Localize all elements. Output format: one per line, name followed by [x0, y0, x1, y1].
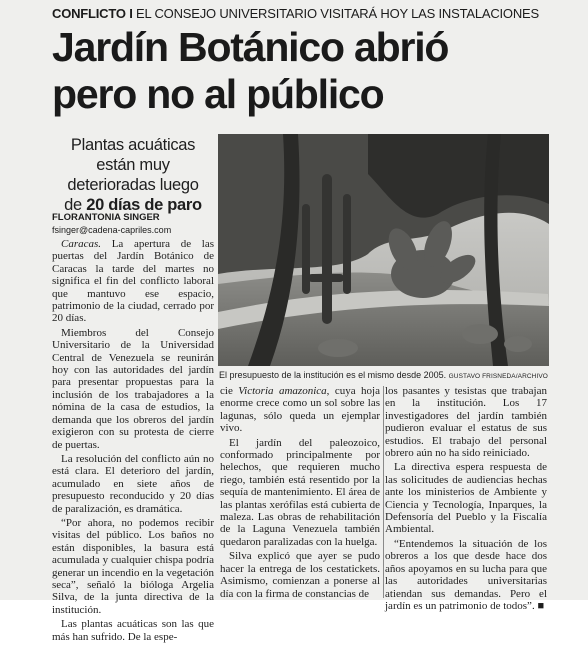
- paragraph-text: cie: [220, 385, 239, 397]
- article-column-2: [220, 385, 380, 602]
- paragraph: [220, 385, 380, 435]
- kicker-section: CONFLICTO I: [52, 6, 133, 21]
- paragraph-text: , cuya hoja enorme crece como un sol sobre las lagunas, sólo queda un ejemplar vivo.: [220, 385, 380, 435]
- deck-line-1: Plantas acuáticas: [70, 136, 196, 154]
- paragraph-text: La apertura de las puertas del Jardín Botánico de Caracas la tarde del martes no significa el fin del conflicto laboral que mantuvo ese espacio, patrimonio de la ciudad, cerrado por 20 días.: [52, 238, 214, 325]
- deck-line-4: de: [64, 196, 87, 214]
- deck-line-4-bold: 20 días de paro: [86, 196, 202, 214]
- deck-line-2: están muy: [96, 156, 170, 174]
- paragraph: los pasantes y tesistas que trabajan en la institución. Los 17 investigadores del jardín también pudieron evaluar el estatus de sus estudios. El trabajo del personal obrero aún no ha sido reiniciado.: [385, 385, 547, 460]
- photo-caption: El presupuesto de la institución es el mismo desde 2005.: [219, 370, 447, 380]
- headline: [52, 24, 472, 118]
- deck-subheadline: [52, 135, 214, 215]
- column-divider: [383, 386, 384, 598]
- paragraph: Silva explicó que ayer se pudo hacer la entrega de los cestatickets. Asimismo, comienzan a ponerse al día con la firma de constancias de: [220, 550, 380, 600]
- paragraph-text: “Entendemos la situación de los obreros a los que desde hace dos años apoyamos en su lucha para que las autoridades universitarias atiendan sus demandas. Pero el jardín es un patrimonio de todos”.: [385, 537, 547, 612]
- paragraph: La directiva espera respuesta de las solicitudes de audiencias hechas ante los ministerios de Ambiente y Ciencia y Tecnología, Inparques, la Defensoría del Pueblo y la Fiscalía Ambiental.: [385, 461, 547, 536]
- article-column-3: [385, 385, 547, 614]
- byline-name: FLORANTONIA SINGER: [52, 212, 160, 223]
- byline-email: fsinger@cadena-capriles.com: [52, 225, 172, 235]
- species-name: Victoria amazonica: [238, 385, 327, 397]
- paragraph: La resolución del conflicto aún no está clara. El deterioro del jardín, acumulado en siete años de presupuesto reconducido y 20 días de paralización, es dramática.: [52, 452, 214, 515]
- paragraph: [52, 238, 214, 325]
- paragraph: [385, 538, 547, 612]
- paragraph: Las plantas acuáticas son las que más han sufrido. De la espe-: [52, 618, 214, 643]
- headline-line-2: pero no al público: [52, 71, 384, 117]
- paragraph: Miembros del Consejo Universitario de la Universidad Central de Venezuela se reunirán hoy con las autoridades del jardín para presentar propuestas para la inclusión de los trabajadores a la nómina de la casa de estudios, la demanda que los obreros del jardín exigieron con su protesta de cierre de puertas.: [52, 326, 214, 451]
- dateline: Caracas.: [61, 238, 102, 250]
- garden-photo: [218, 134, 549, 366]
- end-mark: ■: [537, 599, 545, 612]
- article-column-1: [52, 238, 214, 645]
- photo-caption-line: [219, 370, 549, 380]
- photo-credit: GUSTAVO FRISNEDA/ARCHIVO: [448, 373, 548, 380]
- paragraph: El jardín del paleozoico, conformado principalmente por helechos, que requieren mucho riego, también está resentido por la sequía de mantenimiento. El área de las plantas xerófilas está cubierta de maleza. Las obras de rehabilitación de la Laguna Venezuela también quedaron paralizadas con la huelga.: [220, 436, 380, 548]
- deck-line-3: deterioradas luego: [67, 176, 199, 194]
- kicker-text: EL CONSEJO UNIVERSITARIO VISITARÁ HOY LAS INSTALACIONES: [132, 6, 539, 21]
- kicker: [52, 6, 539, 21]
- paragraph: “Por ahora, no podemos recibir visitas del público. Los baños no están disponibles, la basura está acumulada y cualquier chispa podría generar un incendio en la vegetación seca”, señaló la bióloga Argelia Silva, de la junta directiva de la institución.: [52, 516, 214, 616]
- headline-line-1: Jardín Botánico abrió: [52, 24, 449, 70]
